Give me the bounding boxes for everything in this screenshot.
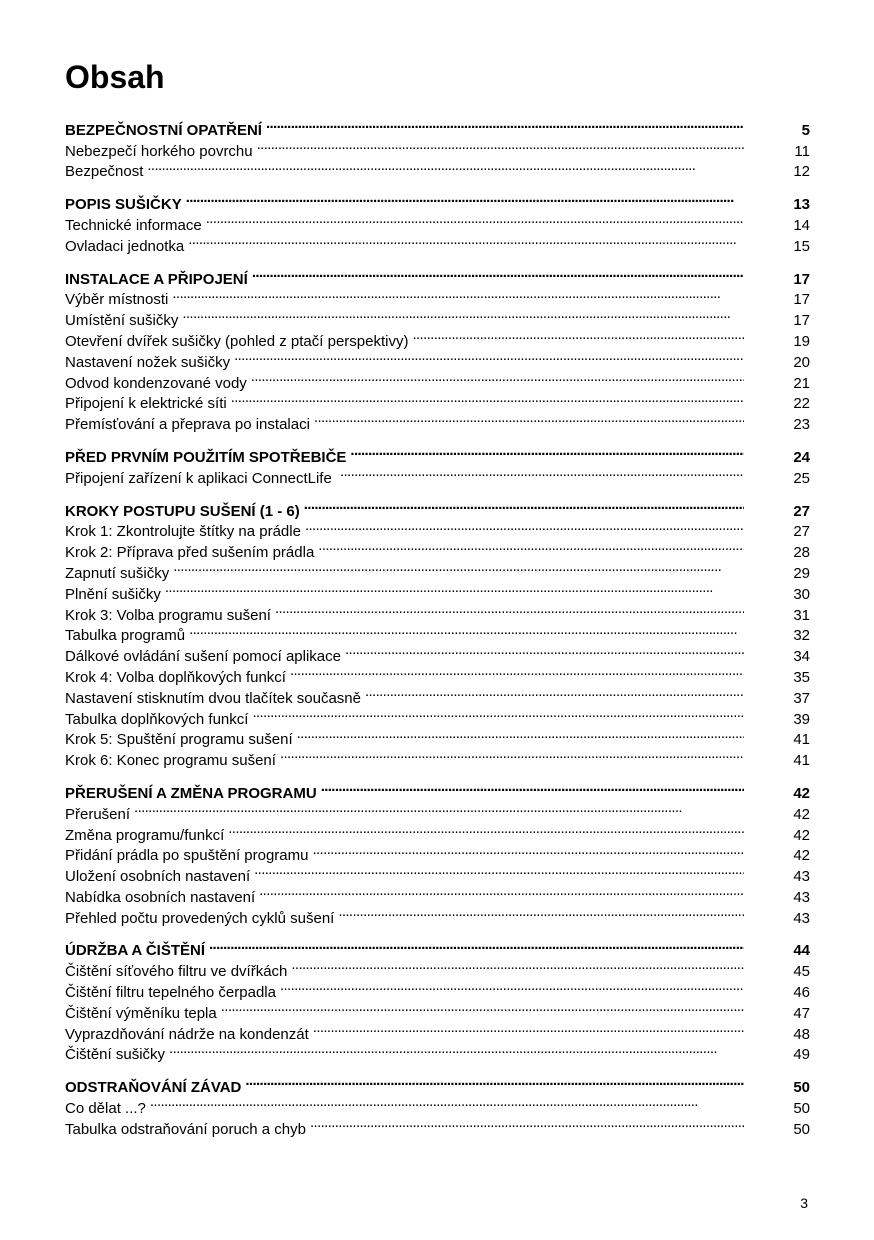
- dot-leader: [234, 346, 744, 367]
- toc-heading-label: INSTALACE A PŘIPOJENÍ: [65, 270, 248, 288]
- toc-section-heading[interactable]: [65, 495, 810, 520]
- toc-entry-page-number: 43: [793, 909, 810, 927]
- dot-leader: [228, 819, 744, 840]
- dot-leader: [412, 325, 744, 346]
- toc-entry-label: Krok 4: Volba doplňkových funkcí: [65, 668, 286, 686]
- toc-entry-page-number: 15: [793, 237, 810, 255]
- toc-entry-page-number: 45: [793, 963, 810, 981]
- dot-leader: [150, 1092, 744, 1113]
- toc-entry-page-number: 29: [793, 564, 810, 582]
- dot-leader: [291, 955, 744, 976]
- toc-section-heading[interactable]: [65, 114, 810, 139]
- dot-leader: [314, 408, 744, 429]
- toc-entry-label: Krok 1: Zkontrolujte štítky na prádle: [65, 523, 301, 541]
- toc-entry-label: Tabulka doplňkových funkcí: [65, 710, 249, 728]
- toc-entry-label: Připojení k elektrické síti: [65, 395, 227, 413]
- toc-section: [65, 114, 810, 181]
- toc-entry-label: Krok 2: Příprava před sušením prádla: [65, 544, 315, 562]
- toc-entry-page-number: 17: [793, 291, 810, 309]
- toc-entry-page-number: 41: [793, 752, 810, 770]
- toc-section-heading[interactable]: [65, 935, 810, 960]
- dot-leader: [209, 935, 744, 956]
- page-title: Obsah: [65, 59, 165, 95]
- toc-entry-page-number: 49: [793, 1046, 810, 1064]
- toc-entry-page-number: 43: [793, 868, 810, 886]
- toc-section-heading[interactable]: [65, 777, 810, 802]
- toc-entry-label: Co dělat ...?: [65, 1100, 146, 1118]
- toc-entry-page-number: 42: [793, 805, 810, 823]
- toc-heading-label: PŘED PRVNÍM POUŽITÍM SPOTŘEBIČE: [65, 448, 347, 466]
- toc-section: [65, 1071, 810, 1138]
- toc-entry-label: Přerušení: [65, 805, 131, 823]
- dot-leader: [221, 997, 744, 1018]
- toc-entry-page-number: 34: [793, 648, 810, 666]
- toc-heading-page-number: 44: [793, 942, 810, 960]
- toc-heading-page-number: 24: [793, 448, 810, 466]
- dot-leader: [275, 599, 744, 620]
- toc-entry-page-number: 50: [793, 1100, 810, 1118]
- dot-leader: [182, 304, 744, 325]
- toc-entry-page-number: 19: [793, 332, 810, 350]
- toc-heading-page-number: 13: [793, 196, 810, 214]
- toc-entry-label: Krok 3: Volba programu sušení: [65, 606, 271, 624]
- toc-entry-label: Přehled počtu provedených cyklů sušení: [65, 909, 335, 927]
- toc-entry[interactable]: [65, 798, 810, 823]
- toc-heading-label: PŘERUŠENÍ A ZMĚNA PROGRAMU: [65, 784, 317, 802]
- dot-leader: [188, 230, 744, 251]
- toc-entry-label: Otevření dvířek sušičky (pohled z ptačí perspektivy): [65, 332, 409, 350]
- dot-leader: [297, 724, 744, 745]
- dot-leader: [280, 976, 744, 997]
- dot-leader: [231, 388, 744, 409]
- toc-heading-page-number: 42: [793, 784, 810, 802]
- toc-entry[interactable]: [65, 284, 810, 309]
- toc-entry-page-number: 35: [793, 668, 810, 686]
- dot-leader: [172, 284, 744, 305]
- toc-entry-label: Čištění sušičky: [65, 1046, 166, 1064]
- toc-entry-page-number: 31: [793, 606, 810, 624]
- toc-entry-page-number: 42: [793, 847, 810, 865]
- toc-section: [65, 263, 810, 434]
- toc-heading-page-number: 50: [793, 1079, 810, 1097]
- dot-leader: [134, 798, 744, 819]
- dot-leader: [318, 536, 744, 557]
- toc-entry-page-number: 21: [793, 374, 810, 392]
- dot-leader: [340, 462, 744, 483]
- dot-leader: [169, 1039, 744, 1060]
- toc-entry-page-number: 22: [793, 395, 810, 413]
- dot-leader: [147, 156, 744, 177]
- toc-entry-label: Plnění sušičky: [65, 585, 161, 603]
- toc-entry-label: Nastavení stisknutím dvou tlačítek současně: [65, 689, 361, 707]
- toc-entry[interactable]: [65, 557, 810, 582]
- dot-leader: [257, 135, 744, 156]
- dot-leader: [345, 640, 744, 661]
- toc-section: [65, 935, 810, 1064]
- toc-entry-page-number: 14: [793, 216, 810, 234]
- toc-section-heading[interactable]: [65, 1071, 810, 1097]
- toc-heading-label: ÚDRŽBA A ČIŠTĚNÍ: [65, 942, 205, 960]
- toc-entry-page-number: 20: [793, 353, 810, 371]
- toc-entry-label: Změna programu/funkcí: [65, 826, 225, 844]
- dot-leader: [304, 495, 744, 516]
- dot-leader: [165, 578, 744, 599]
- toc-entry-label: Tabulka odstraňování poruch a chyb: [65, 1120, 306, 1138]
- toc-entry-page-number: 42: [793, 826, 810, 844]
- toc-entry[interactable]: [65, 1092, 810, 1118]
- toc-entry-page-number: 32: [793, 627, 810, 645]
- toc-entry-label: Ovladaci jednotka: [65, 237, 185, 255]
- toc-heading-label: BEZPEČNOSTNÍ OPATŘENÍ: [65, 121, 262, 139]
- toc-entry-page-number: 47: [793, 1004, 810, 1022]
- toc-entry-page-number: 11: [794, 142, 810, 160]
- toc-section: [65, 495, 810, 770]
- dot-leader: [321, 777, 744, 798]
- toc-entry-label: Zapnutí sušičky: [65, 564, 170, 582]
- toc-section: [65, 188, 810, 255]
- dot-leader: [189, 620, 744, 641]
- dot-leader: [245, 1071, 744, 1092]
- toc-section-heading[interactable]: [65, 263, 810, 288]
- toc-heading-label: KROKY POSTUPU SUŠENÍ (1 - 6): [65, 502, 300, 520]
- toc-entry[interactable]: [65, 304, 810, 330]
- toc-entry-page-number: 46: [793, 984, 810, 1002]
- toc-entry-page-number: 50: [793, 1120, 810, 1138]
- toc-entry-label: Uložení osobních nastavení: [65, 868, 251, 886]
- toc-entry-label: Dálkové ovládání sušení pomocí aplikace: [65, 648, 341, 666]
- toc-heading-label: POPIS SUŠIČKY: [65, 196, 182, 214]
- toc-entry-label: Bezpečnost: [65, 163, 144, 181]
- toc-entry-page-number: 37: [793, 689, 810, 707]
- toc-section: [65, 441, 810, 487]
- toc-entry-page-number: 28: [793, 544, 810, 562]
- toc-entry-label: Přemísťování a přeprava po instalaci: [65, 416, 310, 434]
- toc-entry-label: Technické informace: [65, 216, 202, 234]
- toc-entry-page-number: 39: [793, 710, 810, 728]
- toc-entry-label: Umístění sušičky: [65, 312, 179, 330]
- toc-entry-page-number: 27: [793, 523, 810, 541]
- toc-entry-label: Čištění síťového filtru ve dvířkách: [65, 963, 288, 981]
- dot-leader: [266, 114, 744, 135]
- toc-entry[interactable]: [65, 819, 810, 844]
- toc-entry-label: Nastavení nožek sušičky: [65, 353, 231, 371]
- dot-leader: [365, 682, 744, 703]
- dot-leader: [186, 188, 744, 209]
- toc-heading-label: ODSTRAŇOVÁNÍ ZÁVAD: [65, 1079, 242, 1097]
- toc-entry-page-number: 48: [793, 1025, 810, 1043]
- toc-entry-label: Čištění filtru tepelného čerpadla: [65, 984, 276, 1002]
- toc-entry-page-number: 41: [793, 731, 810, 749]
- toc-entry-page-number: 30: [793, 585, 810, 603]
- toc-entry-label: Připojení zařízení k aplikaci ConnectLife: [65, 469, 336, 487]
- toc-entry-label: Přidání prádla po spuštění programu: [65, 847, 309, 865]
- toc-section-heading[interactable]: [65, 188, 810, 214]
- dot-leader: [305, 516, 744, 537]
- table-of-contents: [65, 114, 810, 1146]
- toc-entry-label: Krok 6: Konec programu sušení: [65, 752, 276, 770]
- toc-entry[interactable]: [65, 599, 810, 624]
- dot-leader: [338, 902, 744, 923]
- dot-leader: [259, 881, 744, 902]
- toc-heading-page-number: 17: [793, 270, 810, 288]
- dot-leader: [206, 209, 744, 230]
- toc-heading-page-number: 5: [801, 121, 810, 139]
- dot-leader: [251, 367, 744, 388]
- toc-entry-page-number: 25: [793, 469, 810, 487]
- toc-entry-page-number: 43: [793, 888, 810, 906]
- toc-entry[interactable]: [65, 1113, 810, 1138]
- toc-entry[interactable]: [65, 1039, 810, 1064]
- toc-entry-label: Nebezpečí horkého povrchu: [65, 142, 253, 160]
- toc-entry-label: Tabulka programů: [65, 627, 186, 645]
- dot-leader: [313, 1018, 744, 1039]
- dot-leader: [310, 1113, 744, 1134]
- toc-entry-label: Odvod kondenzované vody: [65, 374, 247, 392]
- toc-entry-label: Čištění výměníku tepla: [65, 1004, 217, 1022]
- dot-leader: [254, 860, 744, 881]
- dot-leader: [280, 744, 744, 765]
- toc-entry-label: Vyprazdňování nádrže na kondenzát: [65, 1025, 309, 1043]
- page-number: 3: [800, 1195, 808, 1211]
- dot-leader: [252, 263, 744, 284]
- toc-section: [65, 777, 810, 927]
- toc-entry-page-number: 12: [793, 163, 810, 181]
- toc-entry-label: Výběr místnosti: [65, 291, 169, 309]
- toc-entry[interactable]: [65, 156, 810, 181]
- toc-entry-label: Krok 5: Spuštění programu sušení: [65, 731, 293, 749]
- dot-leader: [290, 661, 744, 682]
- toc-heading-page-number: 27: [793, 502, 810, 520]
- toc-entry[interactable]: [65, 578, 810, 603]
- toc-entry-page-number: 17: [793, 312, 810, 330]
- dot-leader: [252, 703, 744, 724]
- dot-leader: [350, 441, 744, 462]
- toc-section-heading[interactable]: [65, 441, 810, 466]
- dot-leader: [312, 840, 744, 861]
- toc-entry-page-number: 23: [793, 416, 810, 434]
- toc-entry-label: Nabídka osobních nastavení: [65, 888, 256, 906]
- dot-leader: [173, 557, 744, 578]
